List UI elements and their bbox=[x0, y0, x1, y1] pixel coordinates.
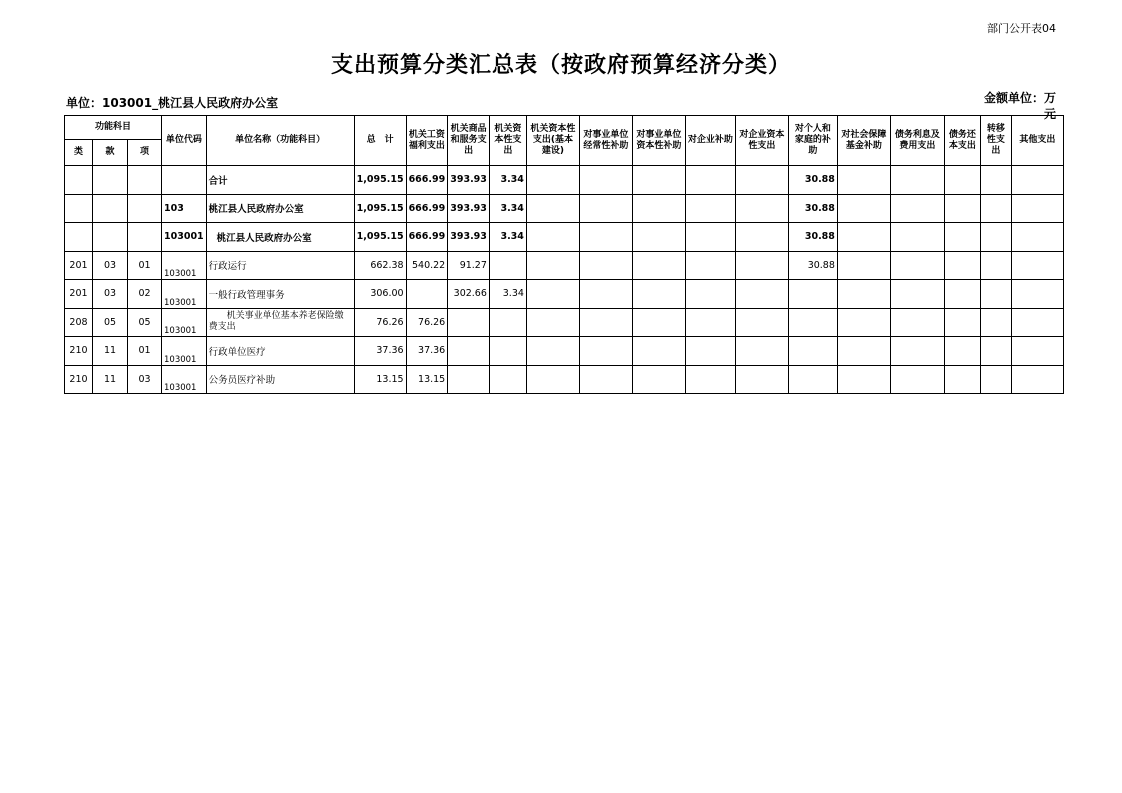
header-unit-name: 单位名称（功能科目） bbox=[206, 116, 354, 166]
cell-c2 bbox=[448, 365, 490, 394]
cell-c10 bbox=[837, 251, 890, 280]
header-kuan: 款 bbox=[93, 140, 128, 166]
cell-c13 bbox=[980, 365, 1011, 394]
cell-c3: 3.34 bbox=[489, 166, 526, 195]
cell-c6 bbox=[632, 251, 685, 280]
cell-xiang bbox=[128, 223, 162, 252]
header-c11: 债务利息及费用支出 bbox=[890, 116, 944, 166]
cell-c10 bbox=[837, 365, 890, 394]
cell-c12 bbox=[944, 166, 980, 195]
cell-c3: 3.34 bbox=[489, 280, 526, 309]
cell-name: 桃江县人民政府办公室 bbox=[206, 194, 354, 223]
cell-c2: 393.93 bbox=[448, 194, 490, 223]
header-xiang: 项 bbox=[128, 140, 162, 166]
cell-c10 bbox=[837, 308, 890, 337]
cell-c11 bbox=[890, 337, 944, 366]
cell-c10 bbox=[837, 166, 890, 195]
cell-c6 bbox=[632, 280, 685, 309]
header-c10: 对社会保障基金补助 bbox=[837, 116, 890, 166]
cell-c6 bbox=[632, 308, 685, 337]
cell-c1: 13.15 bbox=[406, 365, 448, 394]
cell-total: 13.15 bbox=[354, 365, 406, 394]
header-c14: 其他支出 bbox=[1011, 116, 1063, 166]
cell-code bbox=[162, 166, 207, 195]
cell-c9 bbox=[788, 365, 837, 394]
header-c3: 机关资本性支出 bbox=[489, 116, 526, 166]
header-c12: 债务还本支出 bbox=[944, 116, 980, 166]
cell-c5 bbox=[579, 223, 632, 252]
cell-xiang: 01 bbox=[128, 251, 162, 280]
cell-code: 103001 bbox=[162, 365, 207, 394]
cell-xiang: 03 bbox=[128, 365, 162, 394]
cell-c11 bbox=[890, 251, 944, 280]
cell-c14 bbox=[1011, 337, 1063, 366]
cell-c10 bbox=[837, 337, 890, 366]
cell-c1: 37.36 bbox=[406, 337, 448, 366]
cell-c13 bbox=[980, 251, 1011, 280]
cell-c3: 3.34 bbox=[489, 194, 526, 223]
cell-name: 公务员医疗补助 bbox=[206, 365, 354, 394]
cell-c12 bbox=[944, 280, 980, 309]
cell-c9 bbox=[788, 337, 837, 366]
cell-total: 76.26 bbox=[354, 308, 406, 337]
cell-c11 bbox=[890, 280, 944, 309]
cell-xiang bbox=[128, 194, 162, 223]
table-row bbox=[65, 166, 1064, 195]
header-c9: 对个人和家庭的补助 bbox=[788, 116, 837, 166]
cell-c8 bbox=[735, 337, 788, 366]
table-row bbox=[65, 337, 1064, 366]
cell-c7 bbox=[685, 365, 735, 394]
cell-c4 bbox=[526, 337, 579, 366]
header-unit-code: 单位代码 bbox=[162, 116, 207, 166]
cell-code: 103 bbox=[162, 194, 207, 223]
cell-c1: 666.99 bbox=[406, 223, 448, 252]
cell-c7 bbox=[685, 337, 735, 366]
cell-c9 bbox=[788, 280, 837, 309]
cell-code: 103001 bbox=[162, 280, 207, 309]
cell-total: 37.36 bbox=[354, 337, 406, 366]
cell-c3: 3.34 bbox=[489, 223, 526, 252]
cell-c10 bbox=[837, 194, 890, 223]
header-c2: 机关商品和服务支出 bbox=[448, 116, 490, 166]
header-total: 总 计 bbox=[354, 116, 406, 166]
cell-c11 bbox=[890, 223, 944, 252]
cell-c8 bbox=[735, 365, 788, 394]
cell-c13 bbox=[980, 194, 1011, 223]
cell-kuan: 05 bbox=[93, 308, 128, 337]
cell-c14 bbox=[1011, 280, 1063, 309]
cell-kuan bbox=[93, 166, 128, 195]
cell-c5 bbox=[579, 166, 632, 195]
cell-lei: 210 bbox=[65, 337, 93, 366]
cell-c1: 540.22 bbox=[406, 251, 448, 280]
cell-c3 bbox=[489, 251, 526, 280]
cell-c3 bbox=[489, 337, 526, 366]
header-c8: 对企业资本性支出 bbox=[735, 116, 788, 166]
cell-c5 bbox=[579, 194, 632, 223]
cell-name: 一般行政管理事务 bbox=[206, 280, 354, 309]
cell-c5 bbox=[579, 308, 632, 337]
cell-c4 bbox=[526, 194, 579, 223]
cell-c9 bbox=[788, 308, 837, 337]
cell-c11 bbox=[890, 308, 944, 337]
cell-kuan: 11 bbox=[93, 365, 128, 394]
cell-xiang: 01 bbox=[128, 337, 162, 366]
cell-c13 bbox=[980, 280, 1011, 309]
cell-c11 bbox=[890, 166, 944, 195]
cell-kuan bbox=[93, 223, 128, 252]
cell-c10 bbox=[837, 223, 890, 252]
cell-c5 bbox=[579, 365, 632, 394]
cell-lei bbox=[65, 166, 93, 195]
cell-code: 103001 bbox=[162, 337, 207, 366]
cell-total: 1,095.15 bbox=[354, 194, 406, 223]
cell-c13 bbox=[980, 223, 1011, 252]
cell-c8 bbox=[735, 223, 788, 252]
cell-total: 1,095.15 bbox=[354, 223, 406, 252]
cell-name: 行政运行 bbox=[206, 251, 354, 280]
cell-c4 bbox=[526, 308, 579, 337]
cell-c14 bbox=[1011, 251, 1063, 280]
table-row bbox=[65, 194, 1064, 223]
cell-kuan: 03 bbox=[93, 280, 128, 309]
cell-c8 bbox=[735, 308, 788, 337]
cell-c7 bbox=[685, 166, 735, 195]
cell-c5 bbox=[579, 251, 632, 280]
cell-c14 bbox=[1011, 166, 1063, 195]
cell-c6 bbox=[632, 365, 685, 394]
cell-total: 306.00 bbox=[354, 280, 406, 309]
cell-c9: 30.88 bbox=[788, 251, 837, 280]
cell-c4 bbox=[526, 251, 579, 280]
cell-c8 bbox=[735, 251, 788, 280]
cell-c8 bbox=[735, 166, 788, 195]
cell-c3 bbox=[489, 308, 526, 337]
cell-code: 103001 bbox=[162, 308, 207, 337]
cell-c13 bbox=[980, 337, 1011, 366]
cell-c2: 302.66 bbox=[448, 280, 490, 309]
cell-name bbox=[206, 308, 354, 337]
cell-kuan bbox=[93, 194, 128, 223]
cell-xiang: 02 bbox=[128, 280, 162, 309]
cell-c13 bbox=[980, 308, 1011, 337]
cell-c3 bbox=[489, 365, 526, 394]
cell-lei: 208 bbox=[65, 308, 93, 337]
cell-c4 bbox=[526, 166, 579, 195]
budget-table bbox=[64, 115, 1064, 394]
cell-c14 bbox=[1011, 194, 1063, 223]
page-title: 支出预算分类汇总表（按政府预算经济分类） bbox=[330, 53, 791, 78]
cell-c13 bbox=[980, 166, 1011, 195]
cell-name: 合计 bbox=[206, 166, 354, 195]
cell-lei: 210 bbox=[65, 365, 93, 394]
header-c7: 对企业补助 bbox=[685, 116, 735, 166]
cell-total: 1,095.15 bbox=[354, 166, 406, 195]
cell-c8 bbox=[735, 280, 788, 309]
cell-c6 bbox=[632, 223, 685, 252]
header-c4: 机关资本性支出(基本建设) bbox=[526, 116, 579, 166]
form-number: 部门公开表04 bbox=[987, 22, 1056, 35]
cell-c7 bbox=[685, 308, 735, 337]
cell-lei: 201 bbox=[65, 251, 93, 280]
header-functional-subject: 功能科目 bbox=[65, 116, 162, 140]
cell-kuan: 03 bbox=[93, 251, 128, 280]
table-row bbox=[65, 280, 1064, 309]
cell-lei bbox=[65, 194, 93, 223]
cell-c11 bbox=[890, 194, 944, 223]
cell-c2: 393.93 bbox=[448, 166, 490, 195]
cell-c14 bbox=[1011, 223, 1063, 252]
cell-c14 bbox=[1011, 308, 1063, 337]
cell-c6 bbox=[632, 166, 685, 195]
cell-c1: 666.99 bbox=[406, 194, 448, 223]
cell-name-text: 机关事业单位基本养老保险缴费支出 bbox=[208, 311, 344, 333]
cell-c1 bbox=[406, 280, 448, 309]
cell-c7 bbox=[685, 251, 735, 280]
cell-name: 桃江县人民政府办公室 bbox=[206, 223, 354, 252]
cell-c2 bbox=[448, 337, 490, 366]
header-c6: 对事业单位资本性补助 bbox=[632, 116, 685, 166]
cell-c2: 91.27 bbox=[448, 251, 490, 280]
amount-unit: 金额单位：万元 bbox=[983, 91, 1056, 121]
cell-c1: 666.99 bbox=[406, 166, 448, 195]
cell-c4 bbox=[526, 280, 579, 309]
header-lei: 类 bbox=[65, 140, 93, 166]
cell-total: 662.38 bbox=[354, 251, 406, 280]
table-row bbox=[65, 223, 1064, 252]
cell-c7 bbox=[685, 223, 735, 252]
cell-c12 bbox=[944, 251, 980, 280]
cell-c12 bbox=[944, 337, 980, 366]
cell-c1: 76.26 bbox=[406, 308, 448, 337]
cell-c6 bbox=[632, 194, 685, 223]
cell-code: 103001 bbox=[162, 251, 207, 280]
cell-c6 bbox=[632, 337, 685, 366]
cell-name: 行政单位医疗 bbox=[206, 337, 354, 366]
cell-c7 bbox=[685, 194, 735, 223]
unit-label: 单位：103001_桃江县人民政府办公室 bbox=[66, 96, 279, 110]
header-c1: 机关工资福利支出 bbox=[406, 116, 448, 166]
cell-c5 bbox=[579, 280, 632, 309]
cell-c4 bbox=[526, 223, 579, 252]
table-row bbox=[65, 251, 1064, 280]
table-row bbox=[65, 365, 1064, 394]
cell-c7 bbox=[685, 280, 735, 309]
cell-c12 bbox=[944, 194, 980, 223]
cell-lei bbox=[65, 223, 93, 252]
table-row bbox=[65, 308, 1064, 337]
cell-lei: 201 bbox=[65, 280, 93, 309]
cell-c4 bbox=[526, 365, 579, 394]
cell-c11 bbox=[890, 365, 944, 394]
cell-c9: 30.88 bbox=[788, 194, 837, 223]
cell-xiang bbox=[128, 166, 162, 195]
cell-xiang: 05 bbox=[128, 308, 162, 337]
cell-c12 bbox=[944, 365, 980, 394]
cell-code: 103001 bbox=[162, 223, 207, 252]
cell-c8 bbox=[735, 194, 788, 223]
cell-c12 bbox=[944, 223, 980, 252]
header-c13: 转移性支出 bbox=[980, 116, 1011, 166]
cell-c14 bbox=[1011, 365, 1063, 394]
cell-c9: 30.88 bbox=[788, 223, 837, 252]
cell-c12 bbox=[944, 308, 980, 337]
cell-c9: 30.88 bbox=[788, 166, 837, 195]
cell-c5 bbox=[579, 337, 632, 366]
cell-c10 bbox=[837, 280, 890, 309]
cell-c2 bbox=[448, 308, 490, 337]
cell-kuan: 11 bbox=[93, 337, 128, 366]
cell-c2: 393.93 bbox=[448, 223, 490, 252]
header-c5: 对事业单位经常性补助 bbox=[579, 116, 632, 166]
